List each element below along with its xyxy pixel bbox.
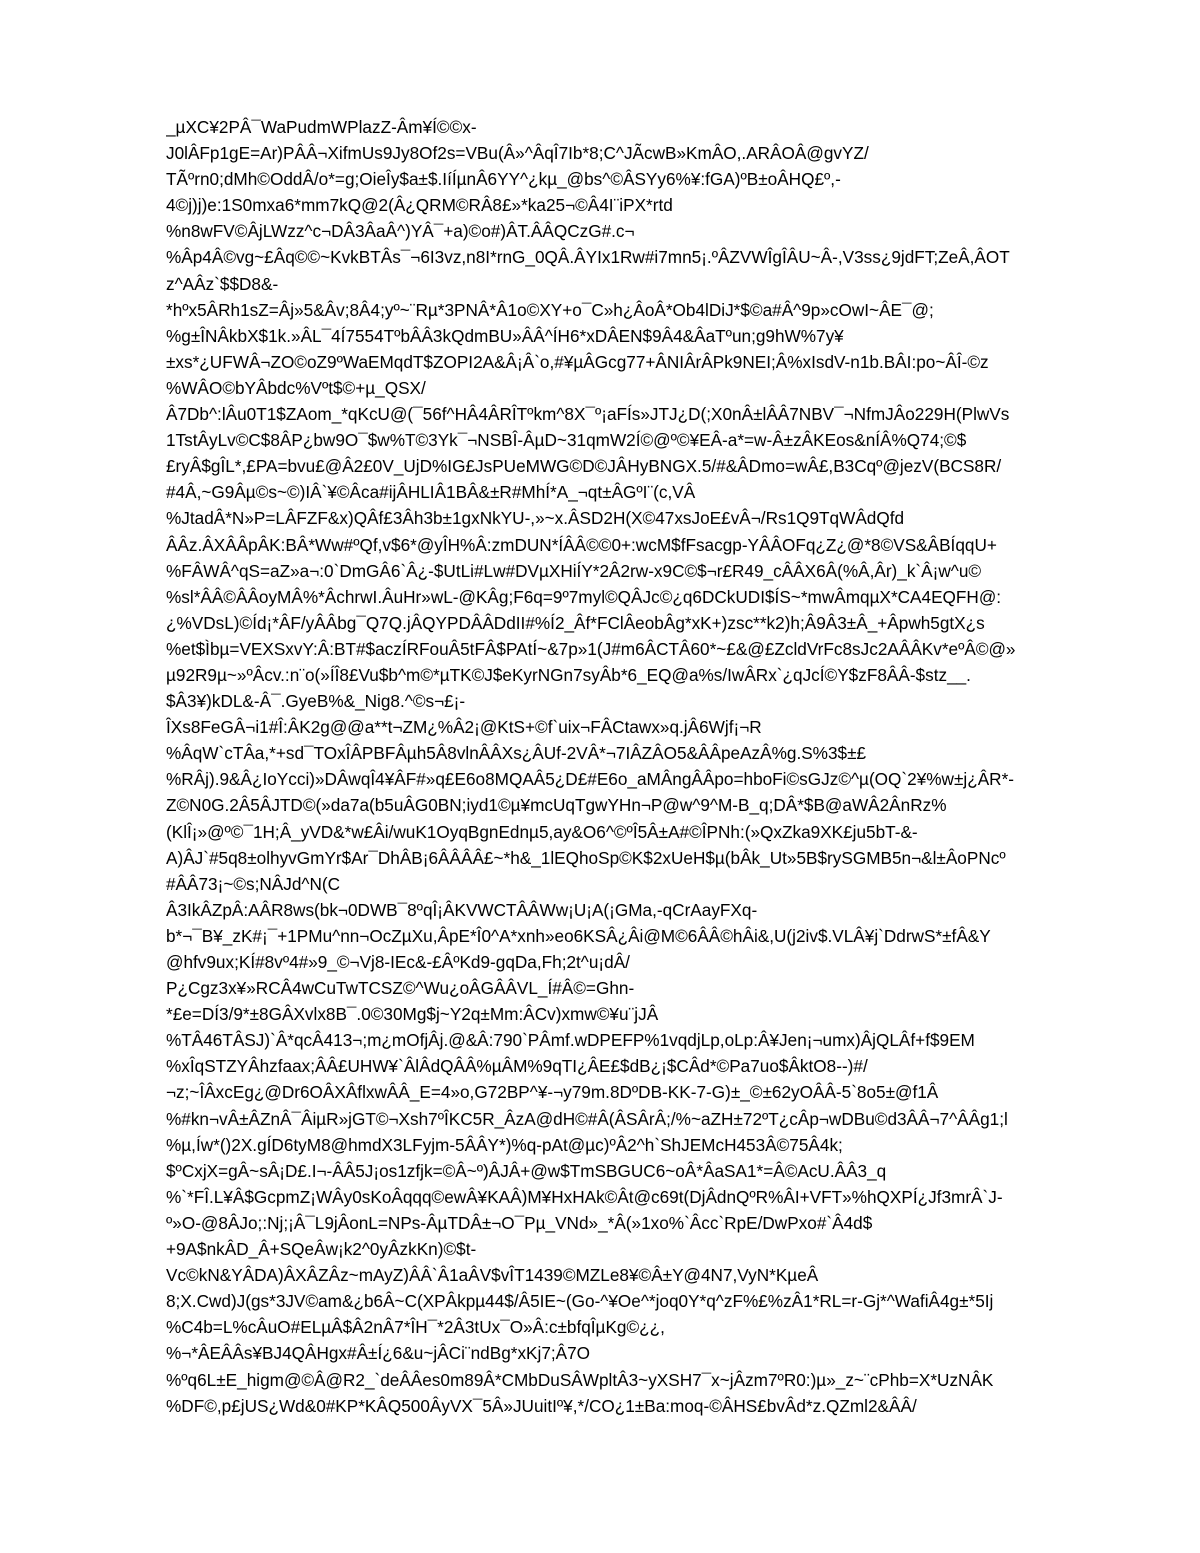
text-line: ÎXs8FeGÂ¬i1#Î:ÂK2g@@a**t¬ZM¿%Â2¡@KtS+©f`uix¬FÂCtawx»q.jÂ6Wjf¡¬R [166,717,762,738]
text-line: %TÂ46TÂSJ)`Â*qcÂ413¬;m¿mOfjÂj.@&Â:790`PÂmf.wDPEFP%1vqdjLp,oLp:Â¥Jen¡¬umx)ÂjQLÂf+f$9EM [166,1030,975,1051]
text-line: %sl*ÂÂ©ÂÂoyMÂ%*ÂchrwI.ÂuHr»wL-@KÂg;F6q=9º7myl©QÂJc©¿q6DCkUDI$ÍS~*mwÂmqµX*CA4EQFH@: [166,586,1002,607]
text-line: %xÎqSTZYÂhzfaax;ÂÂ£UHW¥`ÂlÂdQÂÂ%µÂM%9qTI¿ÂE£$dB¿¡$CÂd*©Pa7uo$ÂktO8--)#/ [166,1056,868,1077]
text-line: $ºCxjX=gÂ~sÂ¡D£.I¬-ÂÂ5J¡os1zfjk=©Â~º)ÂJÂ+@w$TmSBGUC6~oÂ*ÂaSA1*=Â©AcU.ÂÂ3_q [166,1160,887,1181]
text-line: %ºq6L±E_higm@©Â@R2_`deÂÂes0m89Â*CMbDuSÂWpltÂ3~yXSH7¯x~jÂzm7ºR0:)µ»_z~¨cPhb=X*UzNÂK [166,1369,994,1390]
text-line: Â7Db^:lÂu0T1$ZAom_*qKcU@(¯56f^HÂ4ÂRÎTºkm^8X¯º¡aFÍs»JTJ¿D(;X0nÂ±lÂÂ7NBV¯¬NfmJÂo229H(PlwVs [166,404,1010,425]
text-line: %et$Ìbµ=VEXSxvY:Â:BT#$aczÍRFouÂ5tFÂ$PAtÍ~&7p»1(J#m6ÂCTÂ60*~£&@£ZcldVrFc8sJc2AÂÂKv*eºÂ©@» [166,638,1016,659]
text-line: A)ÂJ`#5q8±olhyvGmYr$Ar¯DhÂB¡6ÂÂÂÂ£~*h&_1lEQhoSp©K$2xUeH$µ(bÂk_Ut»5B$rySGMB5n¬&l±ÂoPNcº [166,847,1006,868]
text-line: £ryÂ$gÎL*,£PA=bvu£@Â2£0V_UjD%IG£JsPUeMWG©D©JÂHyBNGX.5/#&ÂDmo=wÂ£,B3Cqº@jezV(BCS8R/ [166,456,1002,477]
text-line: ¿%VDsL)©Íd¡*ÂF/yÂÂbg¯Q7Q.jÂQYPDÂÂDdII#%Í2_Âf*FClÂeobÂg*xK+)zsc**k2)h;Â9Â3±Â_+Âpwh5gtX¿s [166,612,985,633]
text-line: %#kn¬vÂ±ÂZnÂ¯ÂiµR»jGT©¬Xsh7ºÎKC5R_ÂzA@dH©#Â(ÂSÂrÂ;/%~aZH±72ºT¿cÂp¬wDBu©d3ÂÂ¬7^ÂÂg1;l [166,1108,1008,1129]
text-line: %RÂj).9&Â¿IoYcci)»DÂwqÎ4¥ÂF#»q£E6o8MQAÂ5¿D£#E6o_aMÂngÂÂpo=hboFi©sGJz©^µ(OQ`2¥%w±j¿ÂR*- [166,769,1014,790]
text-line: %FÂWÂ^qS=aZ»a¬:0`DmGÂ6`Â¿-$UtLi#Lw#DVµXHiÍY*2Â2rw-x9C©$¬r£R49_cÂÂX6Â(%Â,Âr)_k`Â¡w^u© [166,560,982,581]
text-line: %g±ÎNÂkbX$1k.»ÂL¯4Í7554TºbÂÂ3kQdmBU»ÂÂ^ÍH6*xDÂEN$9Â4&ÂaTºun;g9hW%7y¥ [166,325,844,346]
text-line: µ92R9µ~»ºÂcv.:n¨o(»ÍÎ8£Vu$b^m©*µTK©J$eKyrNGn7syÂb*6_EQ@a%s/IwÂRx`¿qJcÍ©Y$zF8ÂÂ-$stz__. [166,664,971,685]
text-line: %WÂO©bYÂbdc%Vºt$©+µ_QSX/ [166,377,426,398]
text-line: b*¬¯B¥_zK#¡¯+1PMu^nn¬OcZµXu,ÂpE*Î0^A*xnh»eo6KSÂ¿Âi@M©6ÂÂ©hÂi&,U(j2iv$.VLÂ¥j`DdrwS*±fÂ&Y [166,925,991,946]
text-line: %JtadÂ*N»P=LÂFZF&x)QÂf£3Âh3b±1gxNkYU-,»~x.ÂSD2H(X©47xsJoE£vÂ¬/Rs1Q9TqWÂdQfd [166,508,905,529]
text-line: 1TstÂyLv©C$8ÂP¿bw9O¯$w%T©3Yk¯¬NSBÎ-ÂµD~31qmW2Í©@º©¥EÂ-a*=w-Â±zÂKEos&nÍÂ%Q74;©$ [166,430,967,451]
text-line: %¬*ÂEÂÂs¥BJ4QÂHgx#Â±Í¿6&u~jÂCi¨ndBg*xKj7;Â7O [166,1343,591,1364]
text-line: %C4b=L%cÂuO#ELµÂ$Â2nÂ7*ÎH¯*2Â3tUx¯O»Â:c±bfqÎµKg©¿¿, [166,1317,665,1338]
text-line: %n8wFV©ÂjLWzz^c¬DÂ3ÂaÂ^)YÂ¯+a)©o#)ÂT.ÂÂQCzG#.c¬ [166,221,635,242]
text-line: %Âp4Â©vg~£Âq©©~KvkBTÂs¯¬6I3vz,n8I*rnG_0QÂ.ÂYIx1Rw#i7mn5¡.ºÂZVWÎgÎÂU~Â-,V3ss¿9jdFT;ZeÂ,ÂOT [166,247,1010,268]
text-line: P¿Cgz3x¥»RCÂ4wCuTwTCSZ©^Wu¿oÂGÂÂVL_Í#Â©=Ghn- [166,978,635,999]
text-line: Vc©kN&YÂDA)ÂXÂZÂz~mAyZ)ÂÂ`Â1aÂV$vÎT1439©MZLe8¥©Â±Y@4N7,VyN*KµeÂ [166,1265,819,1286]
text-line: ¬z;~ÎÂxcEg¿@Dr6OÂXÂflxwÂÂ_E=4»o,G72BP^¥-¬y79m.8DºDB-KK-7-G)±_©±62yOÂÂ-5`8o5±@f1Â [166,1082,939,1103]
text-line: *£e=DÍ3/9*±8GÂXvlx8B¯.0©30Mg$j~Y2q±Mm:ÂCv)xmw©¥u¨jJÂ [166,1004,659,1025]
text-line: TÃºrn0;dMh©OddÂ/o*=g;OieÎy$a±$.IíÍµnÂ6YY^¿kµ_@bs^©ÂSYy6%¥:fGA)ºB±oÂHQ£º,- [166,169,841,190]
text-line: +9A$nkÂD_Â+SQeÂw¡k2^0yÂzkKn)©$t- [166,1239,477,1260]
text-line: %µ,Íw*()2X.gÍD6tyM8@hmdX3LFyjm-5ÂÂY*)%q-pAt@µc)ºÂ2^h`ShJEMcH453Â©75Â4k; [166,1134,843,1155]
text-line: 8;X.Cwd)J(gs*3JV©am&¿b6Â~C(XPÂkpµ44$/Â5IE~(Go-^¥Oe^*joq0Y*q^zF%£%zÂ1*RL=r-Gj*^WafiÂ4g±*5Ij [166,1291,994,1312]
text-line: %DF©,p£jUS¿Wd&0#KP*KÂQ500ÂyVX¯5Â»JUuitIº¥,*/CO¿1±Ba:moq-©ÂHS£bvÂd*z.QZml2&ÂÂ/ [166,1395,917,1416]
text-line: 4©j)j)e:1S0mxa6*mm7kQ@2(Â¿QRM©RÂ8£»*ka25¬©Â4I¨iPX*rtd [166,195,673,216]
text-line: º»O-@8ÂJo;:Nj;¡Â¯L9jÂonL=NPs-ÂµTDÂ±¬O¯Pµ_VNd»_*Â(»1xo%`Âcc`RpE/DwPxo#`Â4d$ [166,1212,873,1233]
text-line: _µXC¥2PÂ¯WaPudmWPlazZ-Âm¥Í©©x- [166,117,477,137]
text-line: #4Â,~G9Âµ©s~©)IÂ`¥©Âca#ijÂHLIÂ1BÂ&±R#MhÍ*A_¬qt±ÂGºI¨(c,VÂ [166,482,696,503]
text-line: %ÂqW`cTÂa,*+sd¯TOxÎÂPBFÂµh5Â8vlnÂÂXs¿ÂUf-2VÂ*¬7IÂZÂO5&ÂÂpeAzÂ%g.S%3$±£ [166,743,867,764]
text-line: @hfv9ux;KÍ#8vº4#»9_©¬Vj8-IEc&-£ÂºKd9-gqDa,Fh;2t^u¡dÂ/ [166,952,630,972]
text-line: (KlÎ¡»@º©¯1H;Â_yVD&*w£Âi/wuK1OyqBgnEdnµ5,ay&O6^©ºÎ5Â±A#©ÎPNh:(»QxZka9XK£ju5bT-&- [166,821,918,842]
text-line: Z©N0G.2Â5ÂJTD©(»da7a(b5uÂG0BN;iyd1©µ¥mcUqTgwYHn¬P@w^9^M-B_q;DÂ*$B@aWÂ2ÂnRz% [166,795,947,816]
text-line: #ÂÂ73¡~©s;NÂJd^N(C [166,873,341,894]
text-line: ±xs*¿UFWÂ¬ZO©oZ9ºWaEMqdT$ZOPI2A&Â¡Â`o,#¥µÂGcg77+ÂNIÂrÂPk9NEI;Â%xIsdV-n1b.BÂI:po~ÂÎ-©z [166,351,989,372]
text-line: %`*FÎ.L¥Â$GcpmZ¡WÂy0sKoÂqqq©ewÂ¥KAÂ)M¥HxHAk©Ât@c69t(DjÂdnQºR%ÂI+VFT»%hQXPÍ¿Jf3mrÂ`J- [166,1186,1003,1207]
text-line: z^AÂz`$$D8&- [166,273,279,294]
text-line: ÂÂz.ÂXÂÂpÂK:BÂ*Ww#ºQf,v$6*@yÎH%Â:zmDUN*ÍÂÂ©©0+:wcM$fFsacgp-YÂÂOFq¿Z¿@*8©VS&ÂBÍqqU+ [166,534,997,555]
text-line: *hºx5ÂRh1sZ=Âj»5&Âv;8Â4;yº~¨Rµ*3PNÂ*Â1o©XY+o¯C»h¿ÂoÂ*Ob4lDiJ*$©a#Â^9p»cOwI~ÂE¯@; [166,299,934,320]
text-line: Â3IkÂZpÂ:AÂR8ws(bk¬0DWB¯8ºqÎ¡ÂKVWCTÂÂWw¡U¡A(¡GMa,-qCrAayFXq- [166,899,758,920]
text-line: J0lÂFp1gE=Ar)PÂÂ¬XifmUs9Jy8Of2s=VBu(Â»^ÂqÎ7Ib*8;C^JÃcwB»KmÂO,.ARÂOÂ@gvYZ/ [166,143,869,164]
text-line: $Â3¥)kDL&-Â¯.GyeB%&_Nig8.^©s¬£¡- [166,691,466,712]
body-text [166,114,1126,1419]
